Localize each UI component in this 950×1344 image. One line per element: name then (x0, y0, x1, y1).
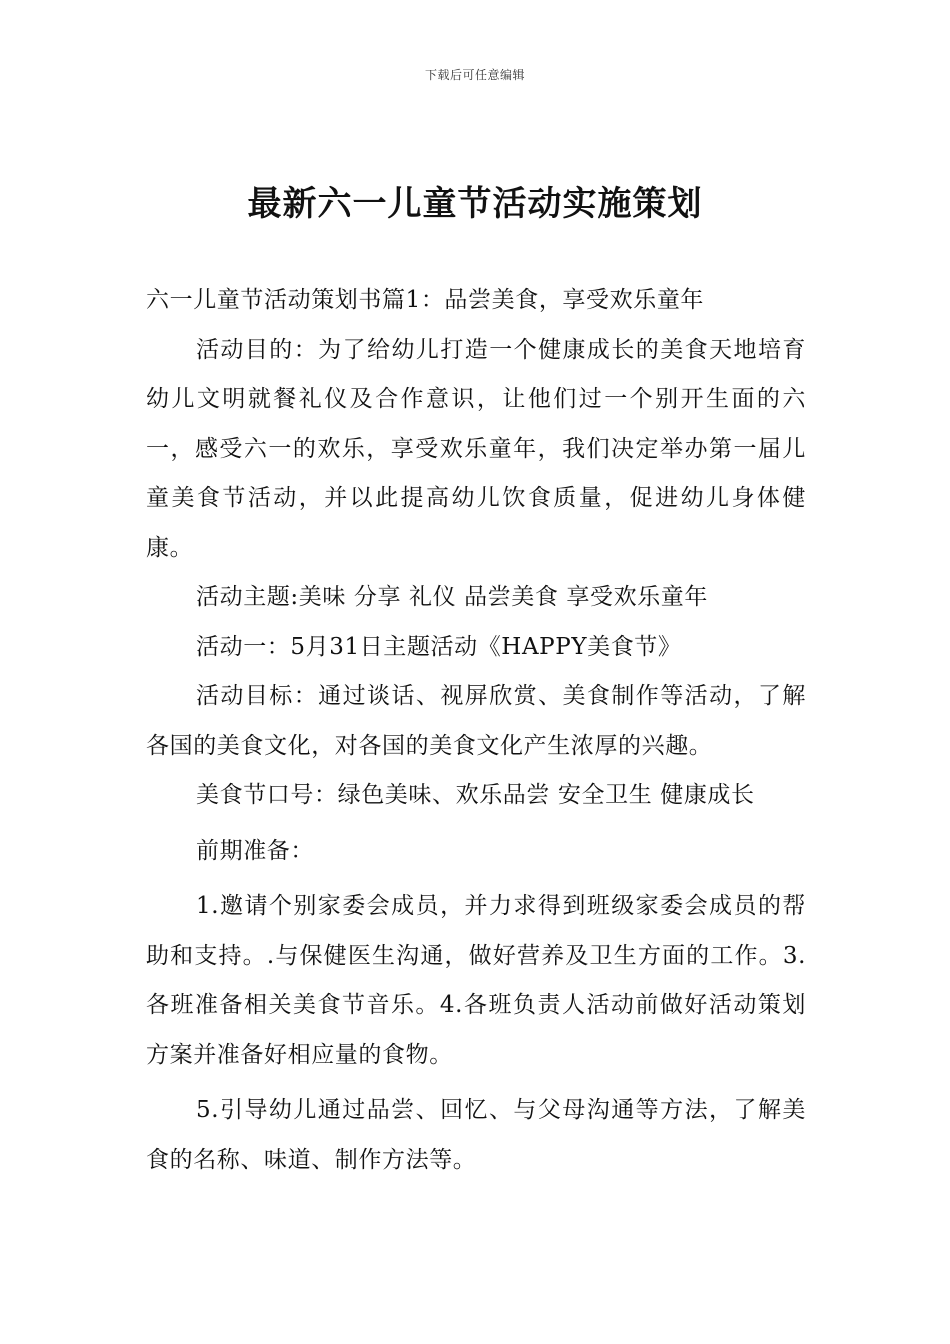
paragraph-goal: 活动目标：通过谈话、视屏欣赏、美食制作等活动，了解各国的美食文化，对各国的美食文化产生浓厚的兴趣。 (146, 683, 806, 759)
paragraph-activity-one: 活动一：5月31日主题活动《HAPPY美食节》 (196, 633, 682, 660)
document-body (146, 276, 806, 1185)
document-title: 最新六一儿童节活动实施策划 (247, 184, 703, 224)
paragraph-preparation-item-5: 5.引导幼儿通过品尝、回忆、与父母沟通等方法，了解美食的名称、味道、制作方法等。 (146, 1097, 806, 1173)
header-note: 下载后可任意编辑 (424, 68, 525, 82)
section-heading: 六一儿童节活动策划书篇1：品尝美食，享受欢乐童年 (146, 287, 705, 313)
paragraph-preparation-heading: 前期准备： (196, 837, 314, 864)
paragraph-purpose: 活动目的：为了给幼儿打造一个健康成长的美食天地培育幼儿文明就餐礼仪及合作意识，让他们过一个别开生面的六一，感受六一的欢乐，享受欢乐童年，我们决定举办第一届儿童美食节活动，并以此提高幼儿饮食质量，促进幼儿身体健康。 (146, 336, 806, 561)
paragraph-theme: 活动主题:美味 分享 礼仪 品尝美食 享受欢乐童年 (196, 584, 708, 610)
paragraph-preparation-list: 1.邀请个别家委会成员，并力求得到班级家委会成员的帮助和支持。.与保健医生沟通，做好营养及卫生方面的工作。3.各班准备相关美食节音乐。4.各班负责人活动前做好活动策划方案并准备好相应量的食物。 (146, 893, 806, 1068)
paragraph-slogan: 美食节口号：绿色美味、欢乐品尝 安全卫生 健康成长 (196, 782, 755, 808)
